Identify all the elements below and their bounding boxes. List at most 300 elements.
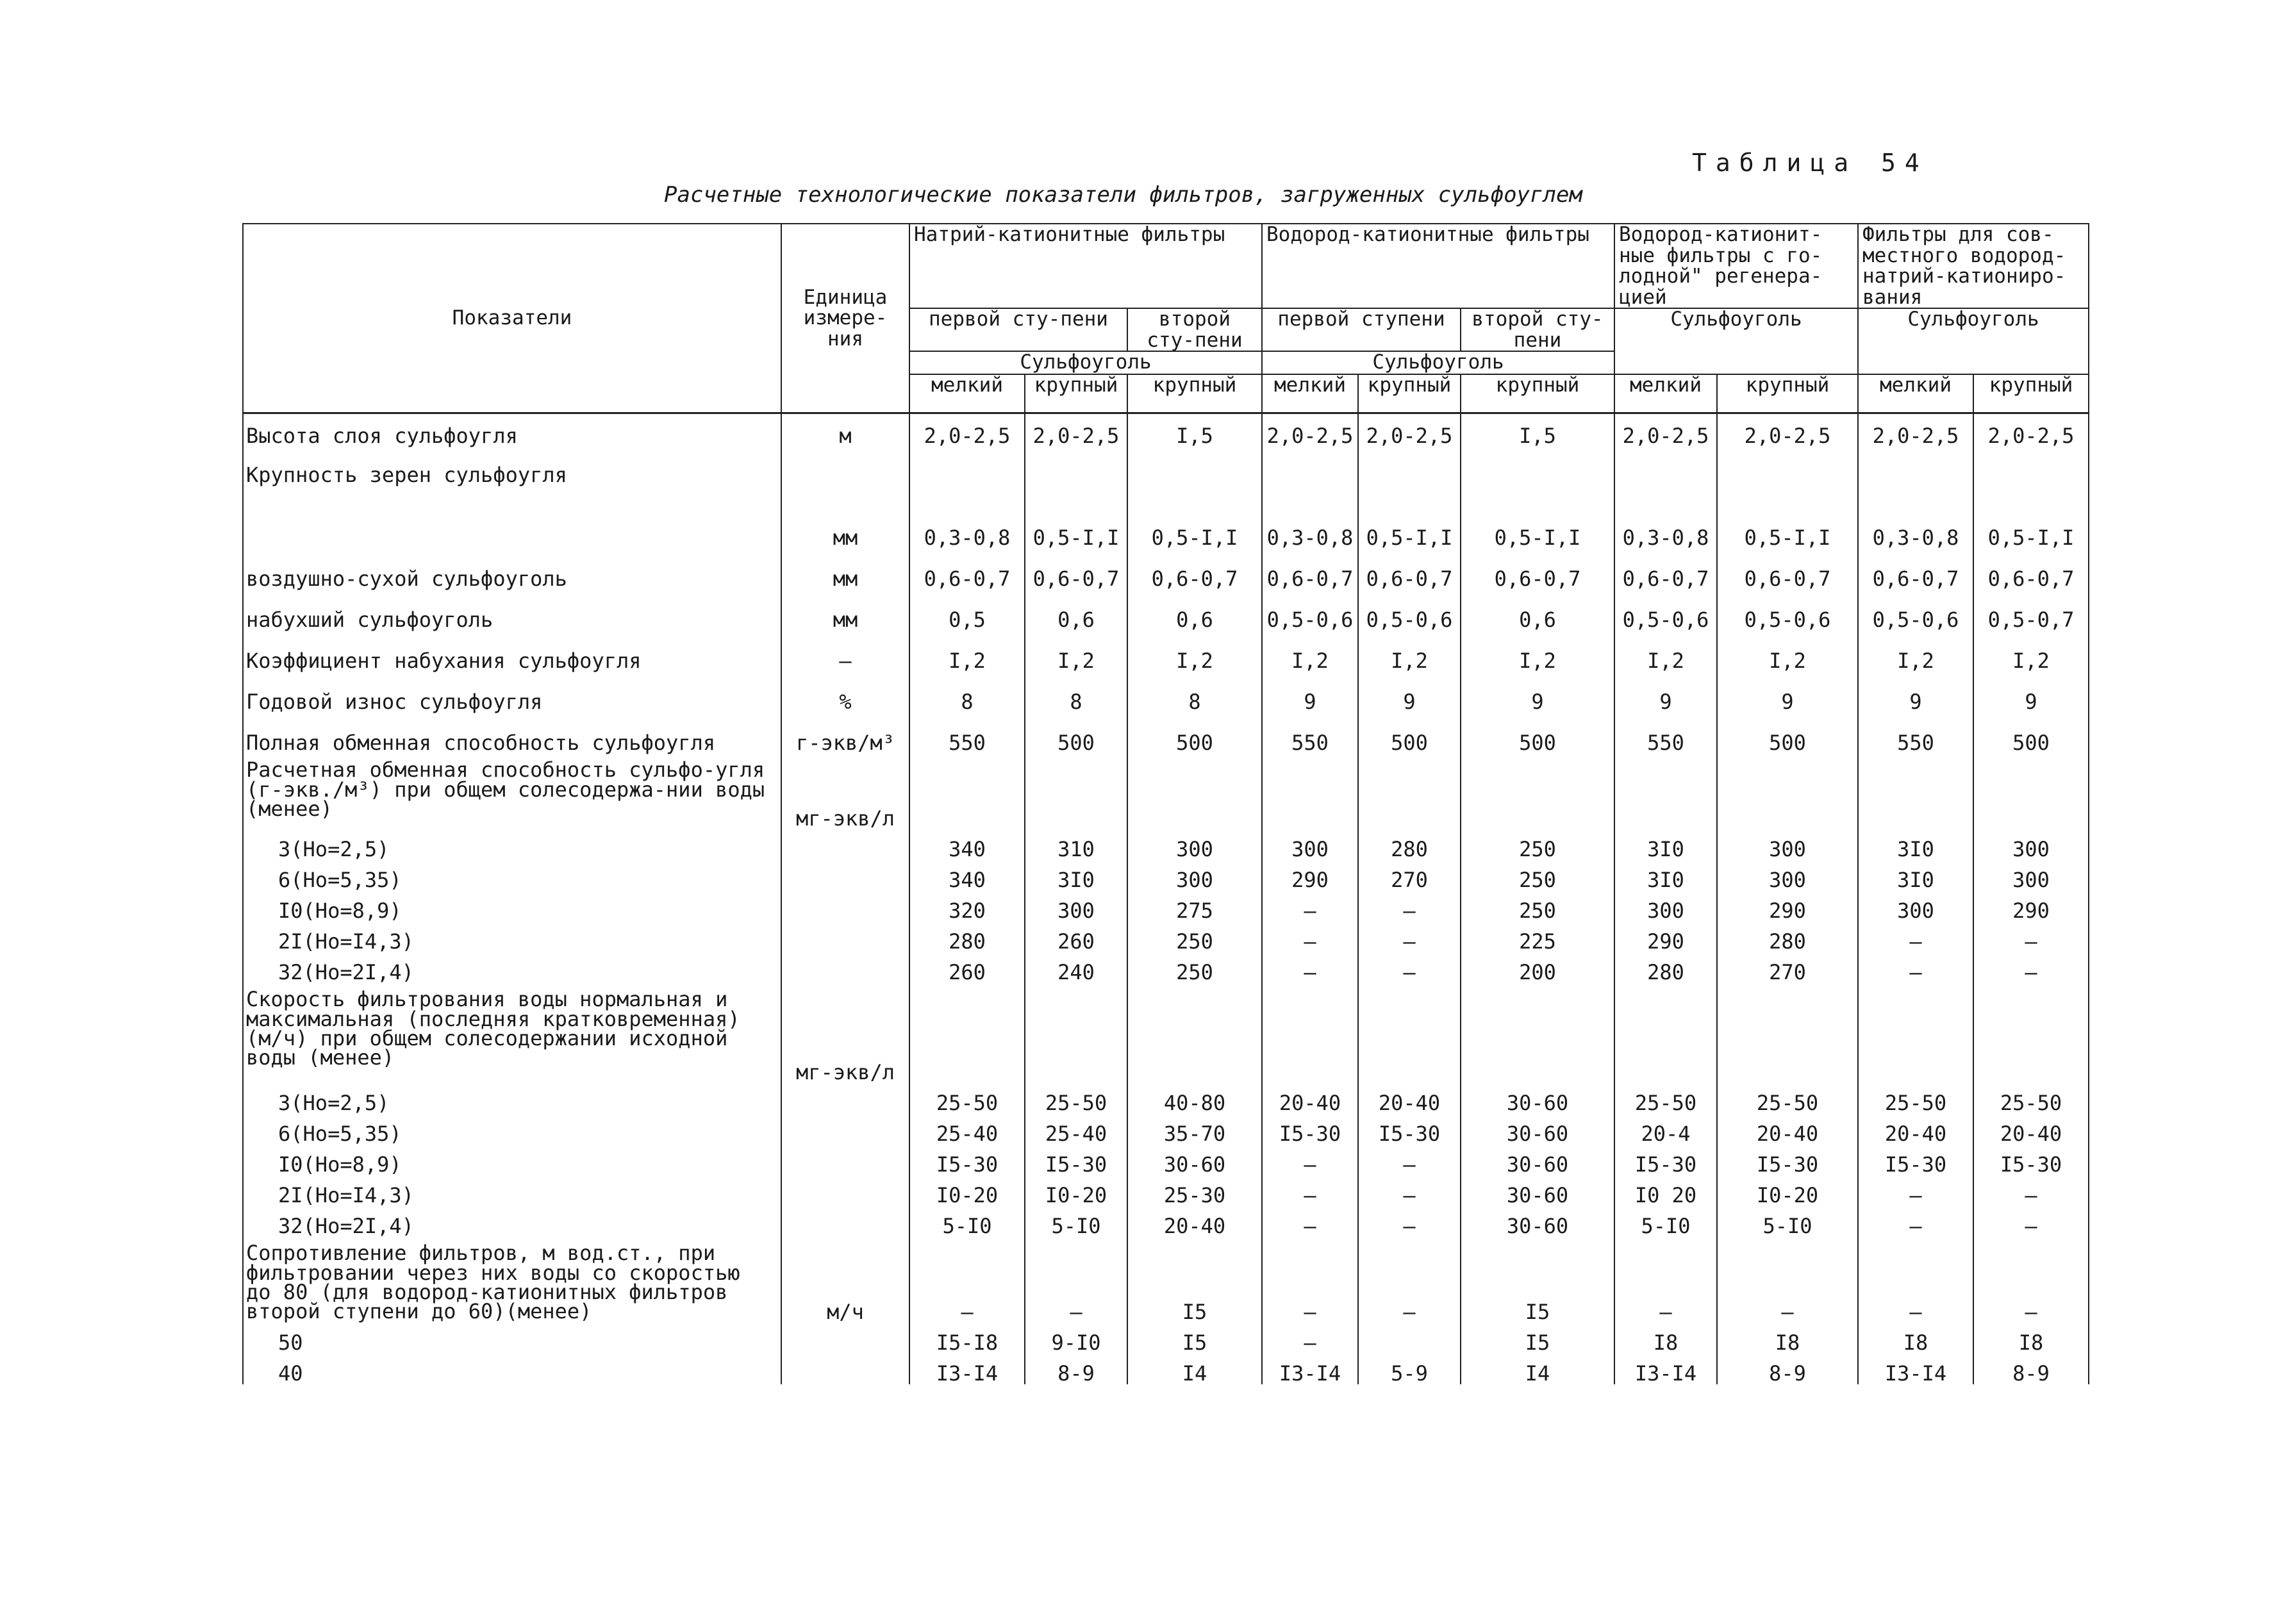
value-cell: 8: [1025, 672, 1127, 713]
value-cell: [1262, 754, 1358, 829]
value-cell: I,5: [1127, 413, 1262, 460]
value-cell: [1025, 983, 1127, 1083]
value-cell: I8: [1973, 1323, 2089, 1354]
table-row: [243, 508, 2089, 549]
value-cell: I0 20: [1614, 1175, 1717, 1206]
value-cell: 250: [1461, 860, 1614, 891]
value-cell: 5-I0: [1025, 1206, 1127, 1237]
value-cell: [1358, 1323, 1461, 1354]
value-cell: [1614, 754, 1717, 829]
value-cell: 0,5-0,7: [1973, 590, 2089, 631]
header-h-first-stage: первой ступени: [1262, 308, 1461, 351]
row-indicator: 40: [243, 1354, 781, 1384]
header-indicator: Показатели: [243, 224, 781, 413]
row-unit: мм: [781, 549, 909, 590]
value-cell: 20-40: [1973, 1114, 2089, 1145]
value-cell: –: [1858, 1175, 1973, 1206]
value-cell: I5: [1127, 1237, 1262, 1323]
value-cell: 250: [1127, 952, 1262, 983]
value-cell: [1614, 983, 1717, 1083]
value-cell: 270: [1358, 860, 1461, 891]
value-cell: 25-50: [909, 1083, 1025, 1114]
row-unit: [781, 860, 909, 891]
row-unit: [781, 952, 909, 983]
table-row: [243, 590, 2089, 631]
value-cell: –: [1358, 952, 1461, 983]
table-title: Расчетные технологические показатели фильтров, загруженных сульфоуглем: [664, 182, 1582, 208]
value-cell: 20-40: [1262, 1083, 1358, 1114]
value-cell: 0,5: [909, 590, 1025, 631]
value-cell: [1262, 459, 1358, 508]
value-cell: I5-30: [1262, 1114, 1358, 1145]
value-cell: 0,6-0,7: [1614, 549, 1717, 590]
value-cell: 0,5-0,6: [1614, 590, 1717, 631]
value-cell: 30-60: [1461, 1145, 1614, 1175]
value-cell: 0,6-0,7: [1973, 549, 2089, 590]
header-group-h-hungry: Водород-катионит-ные фильтры с го-лодной" регенера-цией: [1614, 224, 1858, 308]
row-indicator: воздушно-сухой сульфоуголь: [243, 549, 781, 590]
value-cell: [1858, 983, 1973, 1083]
value-cell: 0,5-0,6: [1717, 590, 1858, 631]
value-cell: –: [1262, 1206, 1358, 1237]
row-unit: [781, 459, 909, 508]
value-cell: –: [1262, 1145, 1358, 1175]
value-cell: [909, 459, 1025, 508]
value-cell: I,2: [1614, 631, 1717, 672]
value-cell: 25-50: [1717, 1083, 1858, 1114]
value-cell: 0,6: [1127, 590, 1262, 631]
header-material-na: Сульфоуголь: [909, 351, 1262, 374]
value-cell: [1461, 983, 1614, 1083]
value-cell: 500: [1973, 713, 2089, 754]
row-unit: м/ч: [781, 1237, 909, 1323]
value-cell: 0,5-0,6: [1858, 590, 1973, 631]
value-cell: –: [1358, 1206, 1461, 1237]
value-cell: I5-30: [1614, 1145, 1717, 1175]
table-row: [243, 983, 2089, 1083]
value-cell: –: [1262, 952, 1358, 983]
row-indicator: 3(Но=2,5): [243, 1083, 781, 1114]
value-cell: 300: [1717, 860, 1858, 891]
value-cell: 0,6-0,7: [1358, 549, 1461, 590]
value-cell: [1973, 983, 2089, 1083]
table-row: [243, 754, 2089, 829]
value-cell: 9: [1262, 672, 1358, 713]
value-cell: –: [1262, 891, 1358, 922]
row-indicator: 50: [243, 1323, 781, 1354]
value-cell: I,2: [1858, 631, 1973, 672]
value-cell: I8: [1717, 1323, 1858, 1354]
value-cell: 250: [1461, 891, 1614, 922]
value-cell: 280: [1614, 952, 1717, 983]
value-cell: 550: [909, 713, 1025, 754]
value-cell: [1614, 459, 1717, 508]
value-cell: 2,0-2,5: [1358, 413, 1461, 460]
value-cell: 9: [1973, 672, 2089, 713]
table-body: [243, 413, 2089, 1385]
table-row: [243, 672, 2089, 713]
table-row: [243, 1083, 2089, 1114]
row-indicator: 2I(Но=I4,3): [243, 1175, 781, 1206]
row-indicator: 3(Но=2,5): [243, 829, 781, 860]
row-unit: мм: [781, 590, 909, 631]
value-cell: I,2: [1025, 631, 1127, 672]
row-unit: г-экв/м³: [781, 713, 909, 754]
value-cell: I,2: [1461, 631, 1614, 672]
row-indicator: Высота слоя сульфоугля: [243, 413, 781, 460]
row-indicator: I0(Но=8,9): [243, 891, 781, 922]
header-na-first-stage: первой сту-пени: [909, 308, 1127, 351]
value-cell: I,2: [909, 631, 1025, 672]
value-cell: 30-60: [1461, 1114, 1614, 1145]
value-cell: 20-4: [1614, 1114, 1717, 1145]
value-cell: 0,5-0,6: [1262, 590, 1358, 631]
value-cell: 300: [1127, 829, 1262, 860]
value-cell: [1127, 459, 1262, 508]
row-unit: [781, 1175, 909, 1206]
row-indicator: Расчетная обменная способность сульфо-угля (г-экв./м³) при общем солесодержа-нии воды (менее): [243, 754, 781, 829]
value-cell: –: [1262, 1175, 1358, 1206]
table-row: [243, 1206, 2089, 1237]
value-cell: –: [1858, 922, 1973, 952]
table-row: [243, 1175, 2089, 1206]
header-group-h: Водород-катионитные фильтры: [1262, 224, 1614, 308]
value-cell: 9-I0: [1025, 1323, 1127, 1354]
table-row: [243, 1145, 2089, 1175]
value-cell: 260: [909, 952, 1025, 983]
value-cell: 280: [1717, 922, 1858, 952]
row-unit: м: [781, 413, 909, 460]
value-cell: I,2: [1127, 631, 1262, 672]
value-cell: –: [1717, 1237, 1858, 1323]
value-cell: 9: [1614, 672, 1717, 713]
value-cell: –: [1025, 1237, 1127, 1323]
value-cell: 2,0-2,5: [909, 413, 1025, 460]
value-cell: 0,3-0,8: [1614, 508, 1717, 549]
value-cell: –: [1973, 1206, 2089, 1237]
value-cell: 20-40: [1127, 1206, 1262, 1237]
value-cell: 300: [1127, 860, 1262, 891]
header-h-second-stage: второй сту-пени: [1461, 308, 1614, 351]
value-cell: –: [1262, 922, 1358, 952]
row-indicator: 32(Но=2I,4): [243, 1206, 781, 1237]
value-cell: 550: [1262, 713, 1358, 754]
value-cell: –: [1858, 952, 1973, 983]
value-cell: I,2: [1358, 631, 1461, 672]
row-unit: [781, 1083, 909, 1114]
value-cell: 0,6: [1461, 590, 1614, 631]
value-cell: I,2: [1717, 631, 1858, 672]
value-cell: I5: [1127, 1323, 1262, 1354]
value-cell: 8-9: [1025, 1354, 1127, 1384]
value-cell: [1858, 754, 1973, 829]
value-cell: 30-60: [1461, 1206, 1614, 1237]
row-unit: [781, 1114, 909, 1145]
value-cell: I3-I4: [1262, 1354, 1358, 1384]
value-cell: [1358, 754, 1461, 829]
value-cell: I3-I4: [909, 1354, 1025, 1384]
value-cell: –: [1973, 922, 2089, 952]
header-material-hungry: Сульфоуголь: [1614, 308, 1858, 374]
row-indicator: Крупность зерен сульфоугля: [243, 459, 781, 508]
value-cell: I0-20: [909, 1175, 1025, 1206]
value-cell: 240: [1025, 952, 1127, 983]
row-indicator: Скорость фильтрования воды нормальная и максимальная (последняя кратковременная) (м/ч) при общем солесодержании исходной воды (менее): [243, 983, 781, 1083]
value-cell: 320: [909, 891, 1025, 922]
value-cell: 0,3-0,8: [909, 508, 1025, 549]
value-cell: I4: [1127, 1354, 1262, 1384]
table-row: [243, 952, 2089, 983]
value-cell: 5-I0: [1614, 1206, 1717, 1237]
row-indicator: Годовой износ сульфоугля: [243, 672, 781, 713]
value-cell: 25-40: [1025, 1114, 1127, 1145]
value-cell: 300: [1858, 891, 1973, 922]
table-row: [243, 860, 2089, 891]
value-cell: 225: [1461, 922, 1614, 952]
value-cell: 275: [1127, 891, 1262, 922]
value-cell: –: [1358, 1175, 1461, 1206]
value-cell: –: [1973, 1237, 2089, 1323]
table-row: [243, 549, 2089, 590]
value-cell: I5-30: [1025, 1145, 1127, 1175]
row-indicator: I0(Но=8,9): [243, 1145, 781, 1175]
value-cell: 300: [1973, 829, 2089, 860]
value-cell: [1461, 754, 1614, 829]
value-cell: 250: [1461, 829, 1614, 860]
value-cell: 8: [1127, 672, 1262, 713]
value-cell: I5: [1461, 1237, 1614, 1323]
value-cell: 25-50: [1614, 1083, 1717, 1114]
value-cell: [1025, 459, 1127, 508]
value-cell: 0,6-0,7: [1461, 549, 1614, 590]
row-indicator: набухший сульфоуголь: [243, 590, 781, 631]
header-size-fine: мелкий: [1262, 374, 1358, 413]
row-unit: мг-экв/л: [781, 754, 909, 829]
value-cell: I5: [1461, 1323, 1614, 1354]
row-unit: [781, 891, 909, 922]
value-cell: I5-30: [1858, 1145, 1973, 1175]
value-cell: [1858, 459, 1973, 508]
row-unit: [781, 922, 909, 952]
value-cell: 200: [1461, 952, 1614, 983]
value-cell: 260: [1025, 922, 1127, 952]
value-cell: 280: [909, 922, 1025, 952]
value-cell: 5-9: [1358, 1354, 1461, 1384]
value-cell: 30-60: [1461, 1175, 1614, 1206]
value-cell: 9: [1461, 672, 1614, 713]
value-cell: 30-60: [1461, 1083, 1614, 1114]
value-cell: 0,5-I,I: [1717, 508, 1858, 549]
value-cell: 500: [1127, 713, 1262, 754]
value-cell: I,5: [1461, 413, 1614, 460]
value-cell: I5-I8: [909, 1323, 1025, 1354]
value-cell: 0,5-0,6: [1358, 590, 1461, 631]
value-cell: –: [1358, 922, 1461, 952]
row-unit: [781, 1145, 909, 1175]
value-cell: I3-I4: [1614, 1354, 1717, 1384]
value-cell: 0,5-I,I: [1358, 508, 1461, 549]
value-cell: I4: [1461, 1354, 1614, 1384]
value-cell: I3-I4: [1858, 1354, 1973, 1384]
value-cell: [1358, 459, 1461, 508]
table-row: [243, 459, 2089, 508]
value-cell: 0,6-0,7: [1717, 549, 1858, 590]
value-cell: –: [1262, 1323, 1358, 1354]
value-cell: 3I0: [1614, 860, 1717, 891]
header-size-coarse: крупный: [1461, 374, 1614, 413]
value-cell: I0-20: [1717, 1175, 1858, 1206]
value-cell: 290: [1973, 891, 2089, 922]
value-cell: [1127, 754, 1262, 829]
table-row: [243, 413, 2089, 460]
value-cell: 20-40: [1358, 1083, 1461, 1114]
value-cell: I8: [1858, 1323, 1973, 1354]
value-cell: –: [1262, 1237, 1358, 1323]
value-cell: I0-20: [1025, 1175, 1127, 1206]
row-unit: –: [781, 631, 909, 672]
row-indicator: 32(Но=2I,4): [243, 952, 781, 983]
value-cell: I5-30: [1973, 1145, 2089, 1175]
value-cell: 25-50: [1858, 1083, 1973, 1114]
value-cell: 550: [1614, 713, 1717, 754]
value-cell: 40-80: [1127, 1083, 1262, 1114]
value-cell: 500: [1461, 713, 1614, 754]
value-cell: 310: [1025, 829, 1127, 860]
value-cell: –: [1614, 1237, 1717, 1323]
value-cell: 30-60: [1127, 1145, 1262, 1175]
header-size-coarse: крупный: [1717, 374, 1858, 413]
header-size-coarse: крупный: [1973, 374, 2089, 413]
value-cell: 500: [1025, 713, 1127, 754]
value-cell: 340: [909, 829, 1025, 860]
value-cell: 0,3-0,8: [1262, 508, 1358, 549]
header-size-coarse: крупный: [1358, 374, 1461, 413]
filters-table: [242, 223, 2089, 1384]
value-cell: 25-50: [1025, 1083, 1127, 1114]
value-cell: 0,5-I,I: [1127, 508, 1262, 549]
value-cell: 290: [1717, 891, 1858, 922]
table-row: [243, 829, 2089, 860]
value-cell: 25-30: [1127, 1175, 1262, 1206]
value-cell: –: [1858, 1206, 1973, 1237]
value-cell: –: [1973, 1175, 2089, 1206]
value-cell: [1358, 983, 1461, 1083]
row-indicator: [243, 508, 781, 549]
value-cell: 300: [1025, 891, 1127, 922]
value-cell: 2,0-2,5: [1717, 413, 1858, 460]
row-unit: [781, 1206, 909, 1237]
value-cell: 340: [909, 860, 1025, 891]
value-cell: 280: [1358, 829, 1461, 860]
table-row: [243, 1323, 2089, 1354]
value-cell: 270: [1717, 952, 1858, 983]
header-size-fine: мелкий: [909, 374, 1025, 413]
value-cell: [1461, 459, 1614, 508]
value-cell: 3I0: [1025, 860, 1127, 891]
value-cell: 2,0-2,5: [1973, 413, 2089, 460]
value-cell: I8: [1614, 1323, 1717, 1354]
value-cell: 0,5-I,I: [1461, 508, 1614, 549]
value-cell: –: [909, 1237, 1025, 1323]
value-cell: 20-40: [1858, 1114, 1973, 1145]
value-cell: 500: [1358, 713, 1461, 754]
table-row: [243, 631, 2089, 672]
value-cell: [909, 983, 1025, 1083]
value-cell: 9: [1358, 672, 1461, 713]
value-cell: 500: [1717, 713, 1858, 754]
value-cell: 250: [1127, 922, 1262, 952]
row-indicator: Сопротивление фильтров, м вод.ст., при фильтровании через них воды со скоростью до 80 (для водород-катионитных фильтров второй ступени до 60)(менее): [243, 1237, 781, 1323]
value-cell: 8-9: [1717, 1354, 1858, 1384]
value-cell: 550: [1858, 713, 1973, 754]
table-row: [243, 713, 2089, 754]
value-cell: 5-I0: [1717, 1206, 1858, 1237]
table-number: Таблица 54: [1692, 149, 1928, 177]
value-cell: –: [1358, 1237, 1461, 1323]
value-cell: 20-40: [1717, 1114, 1858, 1145]
header-size-fine: мелкий: [1614, 374, 1717, 413]
row-unit: [781, 829, 909, 860]
value-cell: 0,5-I,I: [1973, 508, 2089, 549]
value-cell: [1127, 983, 1262, 1083]
value-cell: –: [1973, 952, 2089, 983]
value-cell: 0,6-0,7: [1127, 549, 1262, 590]
row-unit: [781, 1323, 909, 1354]
value-cell: [1262, 983, 1358, 1083]
row-unit: [781, 1354, 909, 1384]
value-cell: [1717, 983, 1858, 1083]
value-cell: [1025, 754, 1127, 829]
header-na-second-stage: второй сту-пени: [1127, 308, 1262, 351]
value-cell: 2,0-2,5: [1262, 413, 1358, 460]
header-size-coarse: крупный: [1127, 374, 1262, 413]
value-cell: –: [1358, 1145, 1461, 1175]
row-unit: мг-экв/л: [781, 983, 909, 1083]
value-cell: [1973, 754, 2089, 829]
value-cell: 0,6-0,7: [1858, 549, 1973, 590]
header-size-coarse: крупный: [1025, 374, 1127, 413]
value-cell: 2,0-2,5: [1025, 413, 1127, 460]
row-unit: %: [781, 672, 909, 713]
row-indicator: 6(Но=5,35): [243, 1114, 781, 1145]
row-unit: мм: [781, 508, 909, 549]
value-cell: 300: [1973, 860, 2089, 891]
value-cell: 35-70: [1127, 1114, 1262, 1145]
value-cell: 2,0-2,5: [1614, 413, 1717, 460]
header-group-h-na: Фильтры для сов-местного водород-натрий-катиониро-вания: [1858, 224, 2089, 308]
value-cell: I,2: [1973, 631, 2089, 672]
header-unit: Единица измере-ния: [781, 224, 909, 413]
table-row: [243, 891, 2089, 922]
value-cell: 300: [1717, 829, 1858, 860]
value-cell: 8: [909, 672, 1025, 713]
table-row: [243, 922, 2089, 952]
value-cell: 0,6-0,7: [909, 549, 1025, 590]
row-indicator: 6(Но=5,35): [243, 860, 781, 891]
value-cell: I5-30: [1358, 1114, 1461, 1145]
value-cell: 0,3-0,8: [1858, 508, 1973, 549]
table-row: [243, 1237, 2089, 1323]
value-cell: 290: [1614, 922, 1717, 952]
row-indicator: Коэффициент набухания сульфоугля: [243, 631, 781, 672]
value-cell: –: [1858, 1237, 1973, 1323]
value-cell: –: [1358, 891, 1461, 922]
header-size-fine: мелкий: [1858, 374, 1973, 413]
header-group-na: Натрий-катионитные фильтры: [909, 224, 1262, 308]
value-cell: 9: [1717, 672, 1858, 713]
value-cell: 3I0: [1858, 860, 1973, 891]
value-cell: 25-50: [1973, 1083, 2089, 1114]
